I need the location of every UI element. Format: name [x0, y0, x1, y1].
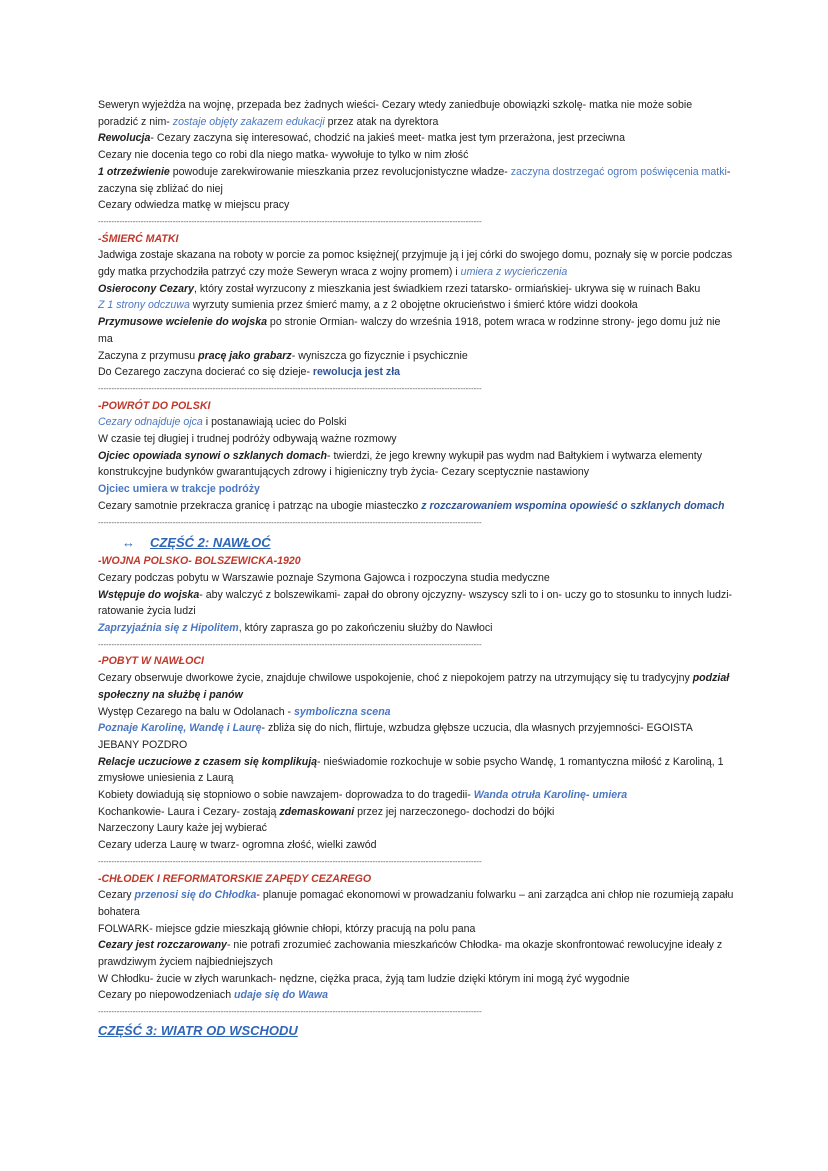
- text-run: symboliczna scena: [294, 705, 391, 718]
- section-powrot-do-polski: [98, 398, 734, 515]
- text-run: Zaprzyjaźnia się z Hipolitem: [98, 622, 239, 635]
- text-run: podział społeczny na służbę i panów: [98, 672, 730, 701]
- paragraph: [98, 670, 734, 703]
- text-run: Cezary obserwuje dworkowe życie, znajduje chwilowe uspokojenie, choć z niepokojem patrzy na utrzymujący się tu tradycyjny: [98, 672, 693, 685]
- paragraph: [98, 448, 734, 481]
- text-run: Kobiety dowiadują się stopniowo o sobie nawzajem- doprowadza to do tragedii-: [98, 789, 474, 802]
- paragraph: [98, 414, 734, 431]
- text-run: - twierdzi, że jego krewny wykupił pas wydm nad Bałtykiem i wytwarza elementy konstrukcyjne budynków gwarantujących zdrowy i higieniczny tryb życia- Cezary sceptycznie nastawiony: [98, 449, 703, 479]
- paragraph: [98, 348, 734, 365]
- text-run: , który zaprasza go po zakończeniu służby do Nawłoci: [238, 622, 493, 635]
- paragraph: [98, 754, 734, 787]
- separator-line: ------------------------------------------------------------------------------------------------------------------------------------------------: [98, 856, 482, 866]
- text-run: Seweryn wyjeżdża na wojnę, przepada bez żadnych wieści- Cezary wtedy zaniedbuje obowiązki szkolę- matka nie może sobie poradzić z nim-: [98, 99, 693, 128]
- text-run: zaczyna dostrzegać ogrom poświęcenia matki: [510, 165, 727, 178]
- text-run: przez atak na dyrektora: [324, 115, 439, 128]
- text-run: W Chłodku- żucie w złych warunkach- nędzne, ciężka praca, żyją tam ludzie dzięki którym ini mogą żyć wygodnie: [98, 972, 630, 985]
- paragraph: [98, 820, 734, 837]
- text-run: Cezary uderza Laurę w twarz- ogromna złość, wielki zawód: [98, 839, 377, 852]
- text-run: i postanawiają uciec do Polski: [202, 416, 347, 429]
- text-run: Relacje uczuciowe z czasem się komplikują: [98, 755, 318, 768]
- text-run: przez jej narzeczonego- dochodzi do bójki: [354, 805, 555, 818]
- text-run: Cezary nie docenia tego co robi dla niego matka- wywołuje to tylko w nim złość: [98, 149, 469, 162]
- text-run: Osierocony Cezary: [98, 282, 194, 295]
- paragraph: [98, 197, 734, 214]
- text-run: Występ Cezarego na balu w Odolanach -: [98, 705, 294, 718]
- text-run: - wyniszcza go fizycznie i psychicznie: [291, 349, 468, 362]
- text-run: Przymusowe wcielenie do wojska: [98, 316, 267, 329]
- paragraph: [98, 570, 734, 587]
- part-3-heading: CZĘŚĆ 3: WIATR OD WSCHODU: [98, 1022, 298, 1038]
- paragraph: [98, 620, 734, 637]
- paragraph: [98, 481, 734, 498]
- paragraph: [98, 130, 734, 147]
- part-2-heading: [122, 531, 734, 553]
- part-2-title: CZĘŚĆ 2: NAWŁOĆ: [150, 535, 271, 551]
- text-run: Narzeczony Laury każe jej wybierać: [98, 822, 267, 835]
- separator-line: ------------------------------------------------------------------------------------------------------------------------------------------------: [98, 639, 482, 649]
- text-run: Rewolucja: [98, 132, 151, 145]
- paragraph: [98, 887, 734, 920]
- intro-block: [98, 97, 734, 214]
- text-run: Cezary odwiedza matkę w miejscu pracy: [98, 199, 290, 212]
- section-heading: -POWRÓT DO POLSKI: [98, 399, 211, 412]
- paragraph: [98, 314, 734, 347]
- paragraph: [98, 921, 734, 938]
- section-pobyt-w-nawloci: [98, 653, 734, 853]
- arrow-icon: ↔: [122, 535, 135, 551]
- text-run: przenosi się do Chłodka: [134, 889, 257, 902]
- text-run: - nieświadomie rozkochuje w sobie psycho Wandę, 1 romantyczna miłość z Karoliną, 1 zmysłowe uniesienia z Laurą: [98, 755, 724, 785]
- section-heading: -WOJNA POLSKO- BOLSZEWICKA-1920: [98, 555, 301, 568]
- text-run: - nie potrafi zrozumieć zachowania mieszkańców Chłodka- ma okazje skonfrontować rewolucyjne ideały z prawdziwym życiem najbiedniejszych: [98, 939, 723, 969]
- text-run: Poznaje Karolinę, Wandę i Laurę: [98, 722, 262, 735]
- paragraph: [98, 987, 734, 1004]
- text-run: Cezary odnajduje ojca: [98, 416, 203, 429]
- separator-line: ------------------------------------------------------------------------------------------------------------------------------------------------: [98, 216, 482, 226]
- text-run: z rozczarowaniem wspomina opowieść o szklanych domach: [421, 499, 725, 512]
- text-run: umiera z wycieńczenia: [460, 266, 568, 279]
- paragraph: [98, 971, 734, 988]
- text-run: , który został wyrzucony z mieszkania jest świadkiem rzezi tatarsko- ormiańskiej- ukrywa się w ruinach Baku: [193, 282, 701, 295]
- paragraph: [98, 97, 734, 130]
- text-run: Jadwiga zostaje skazana na roboty w porcie za pomoc księżnej( przyjmuje ją i jej córki do swojego domu, poznały się w porcie podczas gdy matka przychodziła patrzyć czy może Seweryn wraca z wojny promem) i: [98, 249, 733, 279]
- section-heading: -CHŁODEK I REFORMATORSKIE ZAPĘDY CEZAREGO: [98, 872, 372, 885]
- text-run: Kochankowie- Laura i Cezary- zostają: [98, 805, 280, 818]
- text-run: po stronie Ormian- walczy do września 1918, potem wraca w rodzinne strony- jego domu już nie ma: [98, 316, 721, 345]
- paragraph: [98, 498, 734, 515]
- separator-line: ------------------------------------------------------------------------------------------------------------------------------------------------: [98, 517, 482, 527]
- text-run: 1 otrzeźwienie: [98, 165, 170, 178]
- text-run: zdemaskowani: [279, 805, 355, 818]
- text-run: - Cezary zaczyna się interesować, chodzić na jakieś meet- matka jest tym przerażona, jest przeciwna: [150, 132, 625, 145]
- text-run: Cezary samotnie przekracza granicę i patrząc na ubogie miasteczko: [98, 499, 422, 512]
- text-run: - aby walczyć z bolszewikami- zapał do obrony ojczyzny- wszyscy szli to i on- uczy go to stosunku to innych ludzi- ratowanie życia ludzi: [98, 588, 733, 618]
- paragraph: [98, 787, 734, 804]
- section-smierc-matki: [98, 231, 734, 381]
- separator-line: ------------------------------------------------------------------------------------------------------------------------------------------------: [98, 1007, 482, 1017]
- text-run: powoduje zarekwirowanie mieszkania przez revolucjonistyczne władze-: [169, 165, 511, 178]
- text-run: Do Cezarego zaczyna docierać co się dzieje-: [98, 366, 313, 379]
- paragraph: [98, 937, 734, 970]
- paragraph: [98, 147, 734, 164]
- text-run: udaje się do Wawa: [234, 989, 329, 1002]
- text-run: - zbliża się do nich, flirtuje, wzbudza głębsze uczucia, dla własnych przyjemności- EGOISTA JEBANY POZDRO: [98, 722, 693, 751]
- paragraph: [98, 704, 734, 721]
- text-run: Wstępuje do wojska: [98, 588, 200, 601]
- paragraph: [98, 720, 734, 753]
- text-run: - zaczyna się zbliżać do niej: [98, 165, 731, 195]
- paragraph: [98, 431, 734, 448]
- text-run: Ojciec umiera w trakcje podróży: [98, 483, 260, 496]
- text-run: zostaje objęty zakazem edukacji: [172, 115, 325, 128]
- paragraph: [98, 281, 734, 298]
- text-run: Cezary podczas pobytu w Warszawie poznaje Szymona Gajowca i rozpoczyna studia medyczne: [98, 571, 550, 584]
- text-run: Ojciec opowiada synowi o szklanych domach: [98, 449, 328, 462]
- document-page: [98, 97, 734, 1041]
- text-run: Cezary po niepowodzeniach: [98, 989, 235, 1002]
- paragraph: [98, 297, 734, 314]
- section-wojna-polsko-bolszewicka: [98, 553, 734, 637]
- text-run: rewolucja jest zła: [312, 366, 401, 379]
- text-run: Cezary: [98, 889, 135, 902]
- text-run: Wanda otruła Karolinę- umiera: [473, 789, 628, 802]
- paragraph: [98, 164, 734, 197]
- section-chlodek: [98, 871, 734, 1005]
- text-run: wyrzuty sumienia przez śmierć mamy, a z 2 obojętne okrucieństwo i śmierć które widzi dookoła: [189, 299, 638, 312]
- text-run: FOLWARK- miejsce gdzie mieszkają głównie chłopi, którzy pracują na polu pana: [98, 922, 476, 935]
- text-run: pracę jako grabarz: [198, 349, 292, 362]
- paragraph: [98, 364, 734, 381]
- section-heading: -ŚMIERĆ MATKI: [98, 232, 179, 245]
- text-run: Cezary jest rozczarowany: [98, 939, 227, 952]
- text-run: W czasie tej długiej i trudnej podróży odbywają ważne rozmowy: [98, 433, 397, 446]
- text-run: Z 1 strony odczuwa: [98, 299, 190, 312]
- paragraph: [98, 247, 734, 280]
- paragraph: [98, 804, 734, 821]
- text-run: Zaczyna z przymusu: [98, 349, 199, 362]
- section-heading: -POBYT W NAWŁOCI: [98, 655, 204, 668]
- paragraph: [98, 837, 734, 854]
- separator-line: ------------------------------------------------------------------------------------------------------------------------------------------------: [98, 383, 482, 393]
- text-run: - planuje pomagać ekonomowi w prowadzaniu folwarku – ani zarządca ani chłop nie rozumieją zapału bohatera: [98, 889, 734, 918]
- paragraph: [98, 587, 734, 620]
